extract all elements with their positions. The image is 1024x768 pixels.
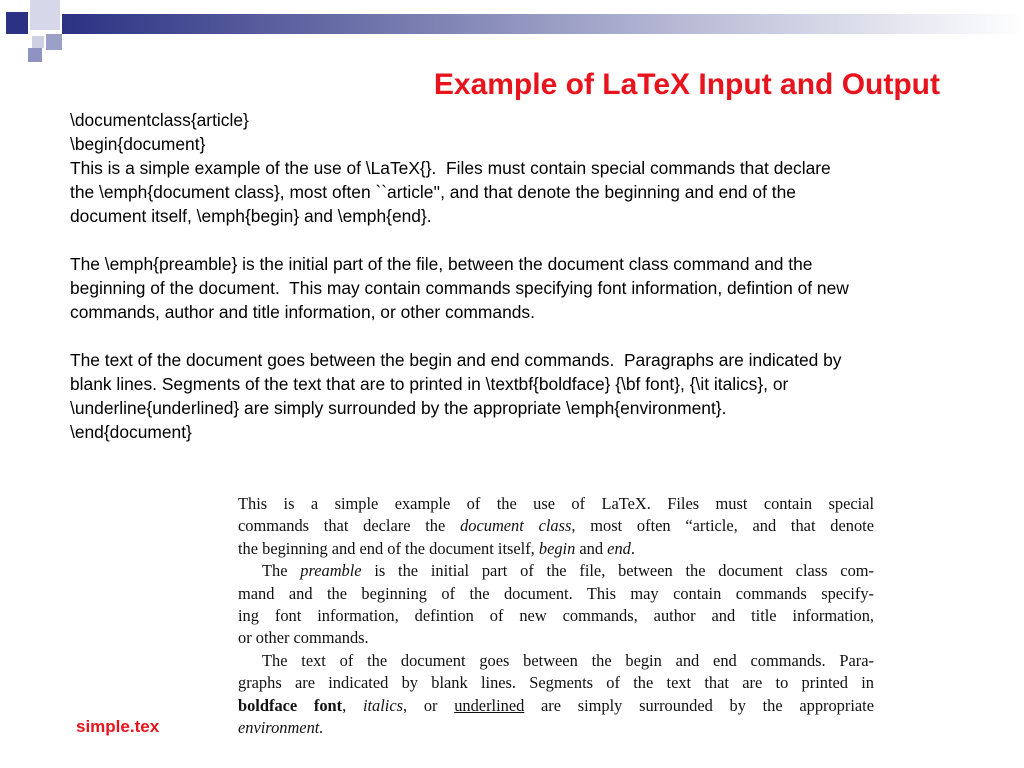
source-line: \end{document} (70, 422, 192, 442)
header-square (6, 12, 28, 34)
source-line: The text of the document goes between the begin and end commands. Paragraphs are indicated by (70, 350, 842, 370)
source-blank-line (70, 228, 970, 252)
output-line: commands that declare the document class, most often “article, and that denote (238, 516, 874, 536)
output-line: The text of the document goes between the begin and end commands. Para- (262, 650, 874, 670)
output-line: or other commands. (238, 628, 369, 648)
output-line: This is a simple example of the use of LaTeX. Files must contain special (238, 494, 874, 513)
latex-source (70, 108, 970, 444)
filename-label: simple.tex (76, 717, 160, 736)
source-line: beginning of the document. This may contain commands specifying font information, defintion of new (70, 278, 849, 298)
source-line: This is a simple example of the use of \LaTeX{}. Files must contain special commands that declare (70, 158, 831, 178)
header-square (32, 36, 44, 48)
source-line: the \emph{document class}, most often ``article'', and that denote the beginning and end of the (70, 182, 796, 202)
source-blank-line (70, 324, 970, 348)
header-square (30, 0, 60, 30)
source-line: The \emph{preamble} is the initial part of the file, between the document class command and the (70, 254, 813, 274)
header-square (46, 34, 62, 50)
output-line: environment. (238, 717, 324, 737)
header-square (28, 48, 42, 62)
header-gradient-bar (62, 14, 1024, 34)
typeset-output (238, 493, 874, 739)
source-line: blank lines. Segments of the text that are to printed in \textbf{boldface} {\bf font}, {\it italics}, or (70, 374, 789, 394)
output-line: mand and the beginning of the document. This may contain commands specify- (238, 583, 874, 603)
output-line: The preamble is the initial part of the file, between the document class com- (262, 561, 874, 581)
source-line: document itself, \emph{begin} and \emph{end}. (70, 206, 432, 226)
output-line: boldface font, italics, or underlined are simply surrounded by the appropriate (238, 695, 874, 715)
source-line: \begin{document} (70, 134, 206, 154)
output-line: the beginning and end of the document itself, begin and end. (238, 538, 635, 558)
slide-title: Example of LaTeX Input and Output (433, 68, 940, 101)
source-line: \documentclass{article} (70, 110, 249, 130)
output-line: graphs are indicated by blank lines. Segments of the text that are to printed in (238, 673, 874, 693)
output-line: ing font information, defintion of new commands, author and title information, (238, 605, 874, 625)
source-line: \underline{underlined} are simply surrounded by the appropriate \emph{environment}. (70, 398, 727, 418)
source-line: commands, author and title information, or other commands. (70, 302, 535, 322)
